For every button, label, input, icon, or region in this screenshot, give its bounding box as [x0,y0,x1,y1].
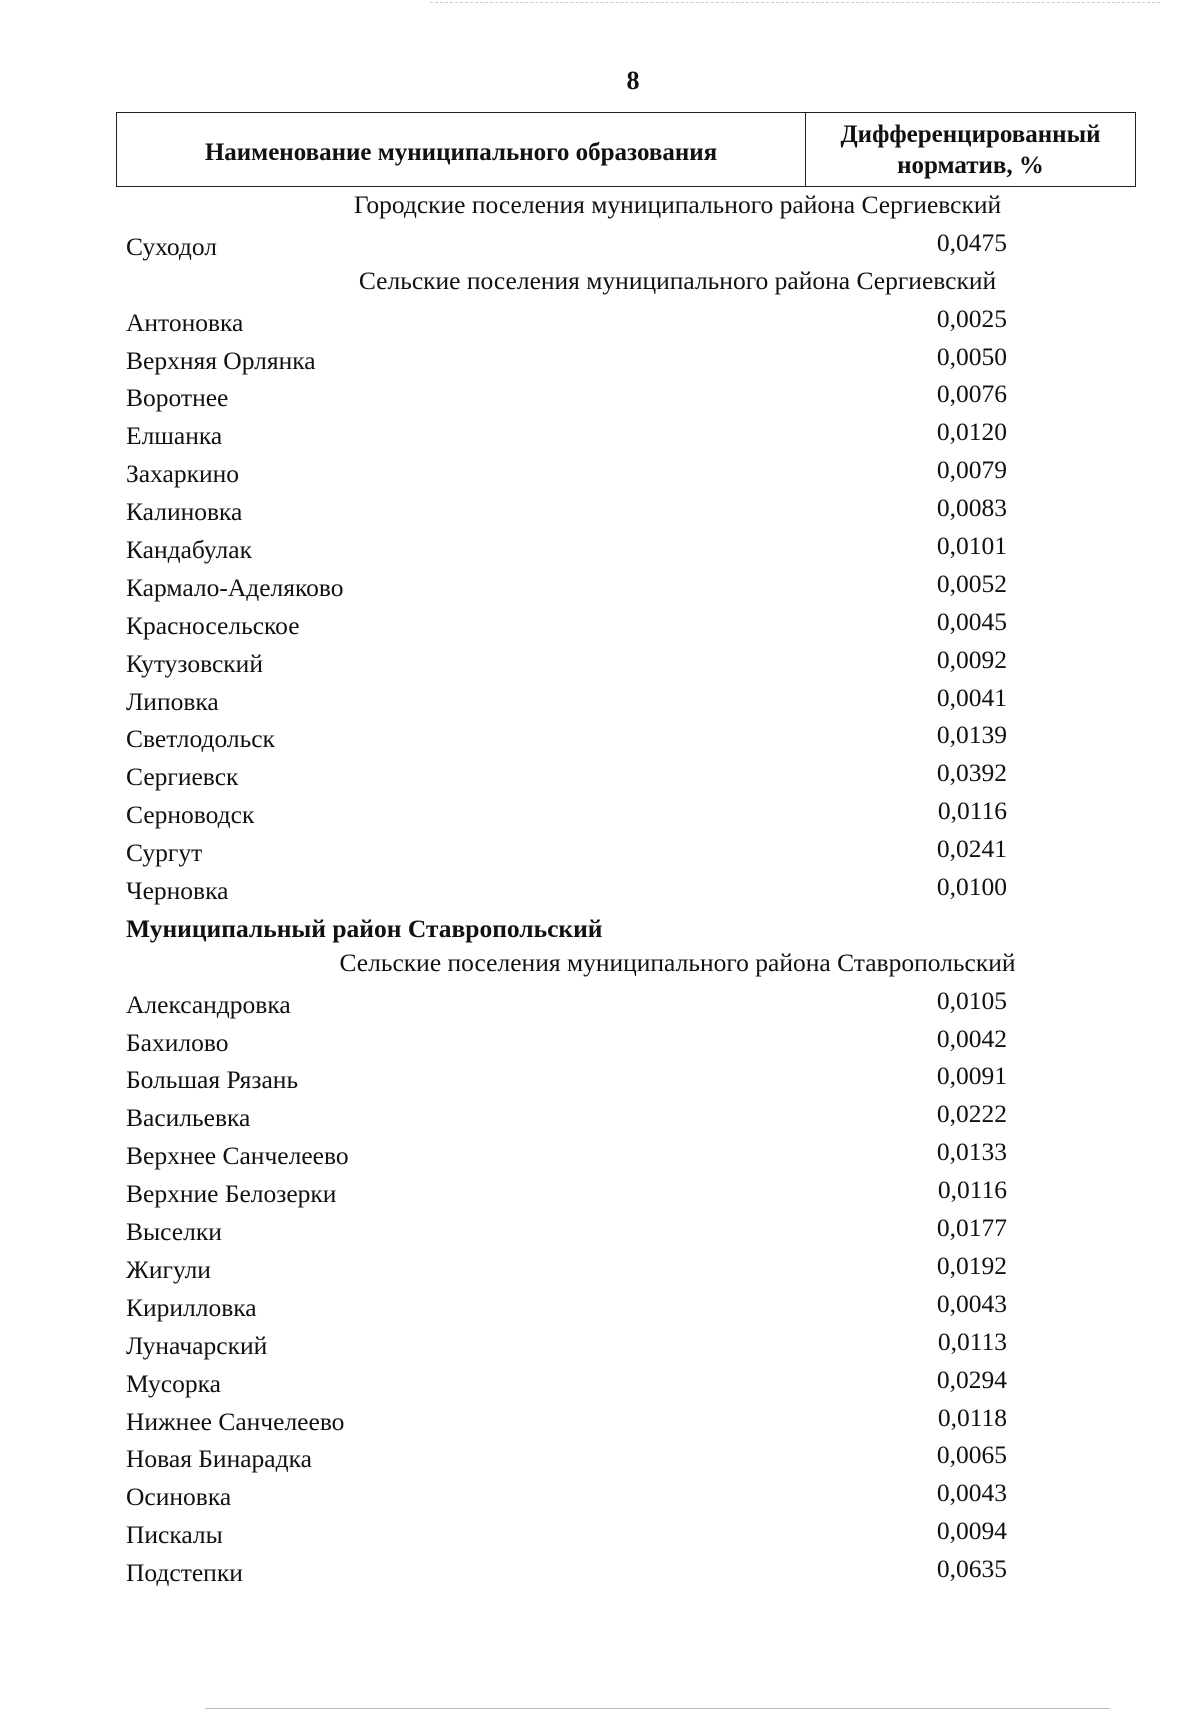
normative-value: 0,0052 [936,568,1007,598]
table-row [0,455,1200,493]
normative-value: 0,0116 [937,1175,1007,1205]
municipality-name: Кутузовский [126,648,263,678]
normative-value: 0,0120 [936,417,1007,447]
normative-value: 0,0076 [936,379,1007,409]
municipality-name: Захаркино [126,459,240,489]
table-row [0,1327,1200,1365]
table-row [0,1554,1200,1592]
table-row [0,1175,1200,1213]
table-row [0,1061,1200,1099]
section-heading [0,910,1200,948]
header-value-line-2: норматив, % [897,151,1044,179]
normative-value: 0,0475 [936,227,1007,257]
table-row [0,379,1200,417]
normative-value: 0,0042 [936,1023,1007,1053]
municipality-name: Калиновка [126,497,243,527]
table-row [0,1478,1200,1516]
municipality-name: Новая Бинарадка [126,1444,312,1474]
municipality-name: Кармало-Аделяково [126,572,344,602]
municipality-name: Липовка [126,686,219,716]
table-row [0,569,1200,607]
table-row [0,1516,1200,1554]
table-row [0,607,1200,645]
municipality-name: Бахилово [126,1027,229,1057]
table-row [0,1403,1200,1441]
subsection-heading [0,266,1200,304]
municipality-name: Воротнее [126,383,229,413]
municipality-name: Нижнее Санчелеево [126,1406,345,1436]
municipality-name: Осиновка [126,1482,232,1512]
normative-value: 0,0041 [936,682,1007,712]
table-row [0,304,1200,342]
page-number: 8 [626,66,640,95]
normative-value: 0,0392 [936,758,1007,788]
normative-value: 0,0100 [936,872,1007,902]
table-row [0,342,1200,380]
header-value-line-1: Дифференцированный [840,120,1101,148]
municipality-name: Жигули [126,1254,211,1284]
normative-value: 0,0092 [936,644,1007,674]
table-row [0,1137,1200,1175]
subsection-heading [0,190,1200,228]
municipality-name: Серноводск [126,800,255,830]
municipality-name: Большая Рязань [126,1065,299,1095]
header-value-column [806,113,1135,186]
normative-value: 0,0118 [937,1402,1007,1432]
municipality-name: Красносельское [126,610,300,640]
municipality-name: Черновка [126,876,229,906]
subsection-title: Городские поселения муниципального района Сергиевский [353,190,1002,219]
table-row [0,1213,1200,1251]
municipality-name: Суходол [126,231,218,261]
municipality-name: Антоновка [126,307,244,337]
municipality-name: Александровка [126,989,291,1019]
table-row [0,228,1200,266]
normative-value: 0,0222 [936,1099,1007,1129]
normative-value: 0,0133 [936,1137,1007,1167]
table-row [0,758,1200,796]
municipality-name: Елшанка [126,421,223,451]
municipality-name: Луначарский [126,1330,268,1360]
municipality-name: Подстепки [126,1558,243,1588]
subsection-title: Сельские поселения муниципального района Сергиевский [358,265,997,295]
normative-value: 0,0043 [936,1288,1007,1318]
normative-value: 0,0025 [936,303,1007,333]
normative-value: 0,0050 [936,341,1007,371]
municipality-name: Кандабулак [126,535,252,565]
municipality-name: Сургут [126,838,203,868]
normative-value: 0,0294 [936,1364,1007,1394]
municipality-name: Верхняя Орлянка [126,345,316,375]
table-row [0,1440,1200,1478]
table-row [0,1251,1200,1289]
table-row [0,531,1200,569]
table-row [0,720,1200,758]
normative-value: 0,0105 [936,985,1007,1015]
section-title: Муниципальный район Ставропольский [126,913,603,943]
table-row [0,986,1200,1024]
subsection-heading [0,948,1200,986]
normative-value: 0,0065 [936,1440,1007,1470]
normative-value: 0,0113 [937,1326,1007,1356]
table-row [0,417,1200,455]
normative-value: 0,0083 [936,493,1007,523]
municipality-name: Верхнее Санчелеево [126,1141,349,1171]
table-row [0,493,1200,531]
normative-value: 0,0192 [936,1250,1007,1280]
municipality-name: Мусорка [126,1368,221,1398]
municipality-name: Светлодольск [126,724,275,754]
municipality-name: Выселки [126,1217,222,1247]
municipality-name: Пискалы [126,1520,223,1550]
normative-value: 0,0079 [936,455,1007,485]
normative-value: 0,0177 [936,1213,1007,1243]
table-row [0,872,1200,910]
normative-value: 0,0091 [936,1061,1007,1091]
normative-value: 0,0139 [936,720,1007,750]
header-name-column: Наименование муниципального образования [117,113,806,186]
normative-value: 0,0635 [936,1554,1007,1584]
municipality-name: Кирилловка [126,1292,257,1322]
table-row [0,1365,1200,1403]
normative-value: 0,0116 [937,796,1007,826]
table-row [0,834,1200,872]
subsection-title: Сельские поселения муниципального района Ставропольский [339,947,1016,977]
normative-value: 0,0043 [936,1478,1007,1508]
table-row [0,1099,1200,1137]
table-row [0,1024,1200,1062]
normative-value: 0,0241 [936,834,1007,864]
table-row [0,683,1200,721]
municipality-name: Верхние Белозерки [126,1179,337,1209]
normative-value: 0,0094 [936,1516,1007,1546]
table-body [0,190,1200,1592]
normative-value: 0,0045 [936,606,1007,636]
table-row [0,645,1200,683]
municipality-name: Сергиевск [126,762,239,792]
page-top-edge-line [430,2,1160,3]
page-bottom-edge-line [205,1708,1110,1709]
normative-value: 0,0101 [936,531,1007,561]
table-header [116,112,1136,187]
municipality-name: Васильевка [126,1103,251,1133]
table-row [0,1289,1200,1327]
table-row [0,796,1200,834]
